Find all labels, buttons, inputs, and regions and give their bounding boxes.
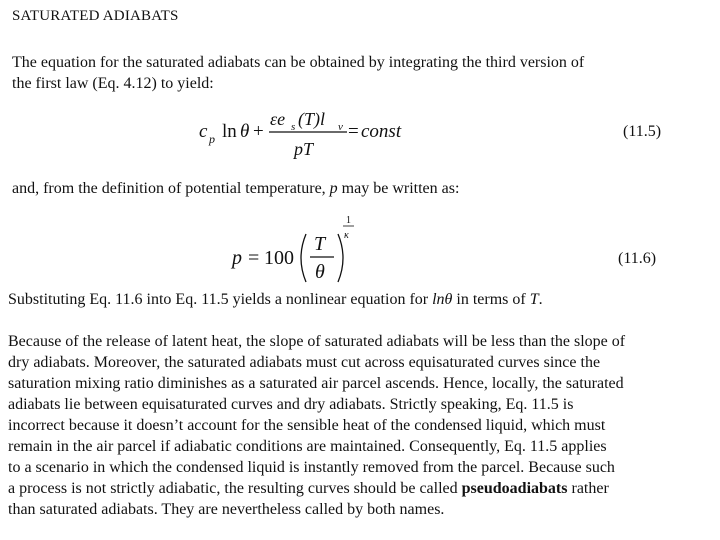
body-line: dry adiabats. Moreover, the saturated adiabats must cut across equisaturated curves since the (8, 354, 601, 371)
eq1-numerator-sub: s (291, 121, 296, 133)
body-text: a process is not strictly adiabatic, the resulting curves should be called (8, 480, 462, 497)
definition-text-before: and, from the definition of potential temperature, (12, 180, 330, 197)
body-line: Because of the release of latent heat, the slope of saturated adiabats will be less than the slope of (8, 333, 626, 350)
eq2-coef: 100 (264, 247, 294, 269)
substitution-text-after: . (538, 291, 543, 308)
body-line: to a scenario in which the condensed liquid is instantly removed from the parcel. Because such (8, 459, 615, 476)
eq1-plus: + (253, 121, 264, 142)
eq2-equals: = (248, 247, 260, 269)
eq2-right-paren (338, 234, 343, 282)
eq1-numerator-rest: (T)l (298, 109, 325, 129)
eq2-exp-den: κ (344, 230, 349, 241)
eq2-lhs: p (232, 247, 242, 269)
definition-text-after: may be written as: (337, 180, 460, 197)
body-line: than saturated adiabats. They are nevertheless called by both names. (8, 501, 445, 518)
substitution-text-middle: in terms of (452, 291, 530, 308)
eq1-theta: θ (240, 121, 250, 142)
eq2-left-paren (301, 234, 306, 282)
eq1-numerator-sub2: v (338, 121, 343, 133)
substitution-text-var: T (529, 291, 539, 308)
body-line: incorrect because it doesn’t account for the sensible heat of the condensed liquid, which must (8, 417, 606, 434)
eq1-cp: c (199, 121, 208, 142)
definition-text (12, 178, 459, 199)
substitution-text-expr: lnθ (432, 291, 453, 308)
section-title: SATURATED ADIABATS (12, 8, 179, 24)
eq2-den: θ (315, 261, 325, 283)
pseudoadiabats-term: pseudoadiabats (461, 480, 568, 497)
body-line: adiabats lie between equisaturated curves and dry adiabats. Strictly speaking, Eq. 11.5 is (8, 396, 574, 413)
definition-text-var: p (329, 180, 338, 197)
eq1-cp-sub: p (209, 132, 215, 146)
equation-11-6 (228, 210, 373, 286)
intro-paragraph (12, 52, 584, 94)
substitution-text-before: Substituting Eq. 11.6 into Eq. 11.5 yields a nonlinear equation for (8, 291, 433, 308)
eq1-rhs: const (361, 121, 402, 142)
body-text: rather (567, 480, 609, 497)
eq1-number: (11.5) (623, 123, 662, 140)
eq2-num: T (314, 233, 326, 255)
eq1-equals: = (348, 121, 359, 142)
eq2-number: (11.6) (618, 250, 657, 267)
body-paragraph (8, 331, 625, 520)
body-line (8, 478, 625, 499)
eq1-ln: ln (222, 121, 237, 142)
eq1-numerator-eps: εe (270, 109, 286, 129)
eq2-exp-num: 1 (346, 215, 351, 226)
substitution-text (8, 289, 543, 310)
intro-line-2: the first law (Eq. 4.12) to yield: (12, 75, 214, 92)
intro-line-1: The equation for the saturated adiabats can be obtained by integrating the third version of (12, 54, 585, 71)
equation-11-5 (195, 100, 415, 162)
body-line: remain in the air parcel if adiabatic conditions are maintained. Consequently, Eq. 11.5 applies (8, 438, 607, 455)
body-line: saturation mixing ratio diminishes as a saturated air parcel ascends. Hence, locally, the saturated (8, 375, 624, 392)
eq1-denominator: pT (294, 139, 314, 159)
